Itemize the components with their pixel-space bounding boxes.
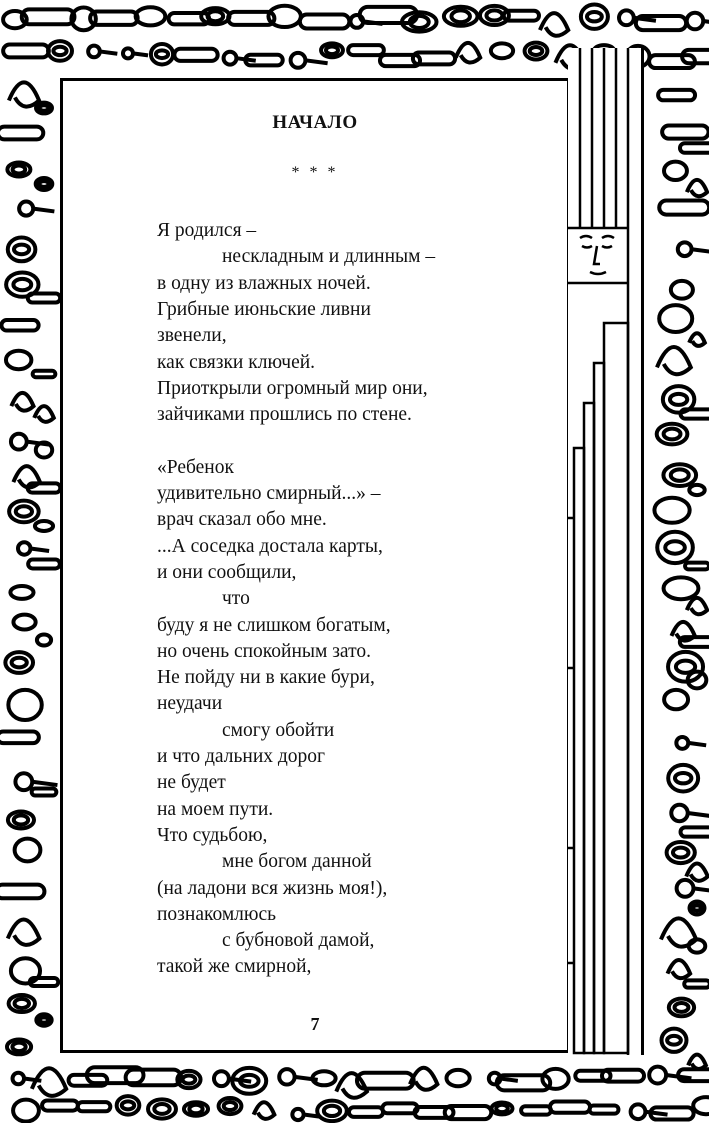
poem-line: смогу обойти — [222, 719, 335, 741]
poem-line: удивительно смирный...» – — [157, 483, 381, 504]
poem-line: в одну из влажных ночей. — [157, 272, 371, 294]
poem-line: Что судьбою, — [157, 824, 268, 846]
poem-line: нескладным и длинным – — [222, 246, 436, 268]
poem-line: Приоткрыли огромный мир они, — [157, 377, 428, 399]
page-number: 7 — [310, 1014, 320, 1034]
poem-line: с бубновой дамой, — [222, 930, 375, 952]
poem-line: и они сообщили, — [157, 561, 297, 583]
poem-line: зайчиками прошлись по стене. — [157, 404, 412, 426]
poem-line: как связки ключей. — [157, 351, 316, 373]
poem-line: но очень спокойным зато. — [157, 640, 371, 662]
poem-line: врач сказал обо мне. — [157, 509, 327, 531]
poem-line: мне богом данной — [222, 851, 372, 873]
poem-line: Не пойду ни в какие бури, — [157, 667, 375, 689]
poem-line: такой же смирной, — [157, 956, 312, 978]
poem-line: неудачи — [157, 693, 223, 715]
poem-line: не будет — [157, 772, 226, 794]
poem-line: (на ладони вся жизнь моя!), — [157, 877, 388, 899]
poem-line: ...А соседка достала карты, — [157, 535, 383, 557]
poem-line: Я родился – — [157, 220, 257, 241]
poem-line: что — [222, 588, 250, 610]
poem-line: и что дальних дорог — [157, 746, 326, 767]
poem-line: на моем пути. — [157, 798, 274, 820]
poem-title: НАЧАЛО — [272, 112, 358, 133]
poem-line: буду я не слишком богатым, — [157, 614, 391, 636]
poem-line: звенели, — [157, 325, 227, 347]
poem-line: Грибные июньские ливни — [157, 298, 371, 320]
poem-line: «Ребенок — [157, 456, 234, 478]
section-separator: * * * — [291, 164, 339, 181]
poem-line: познакомлюсь — [157, 903, 277, 925]
